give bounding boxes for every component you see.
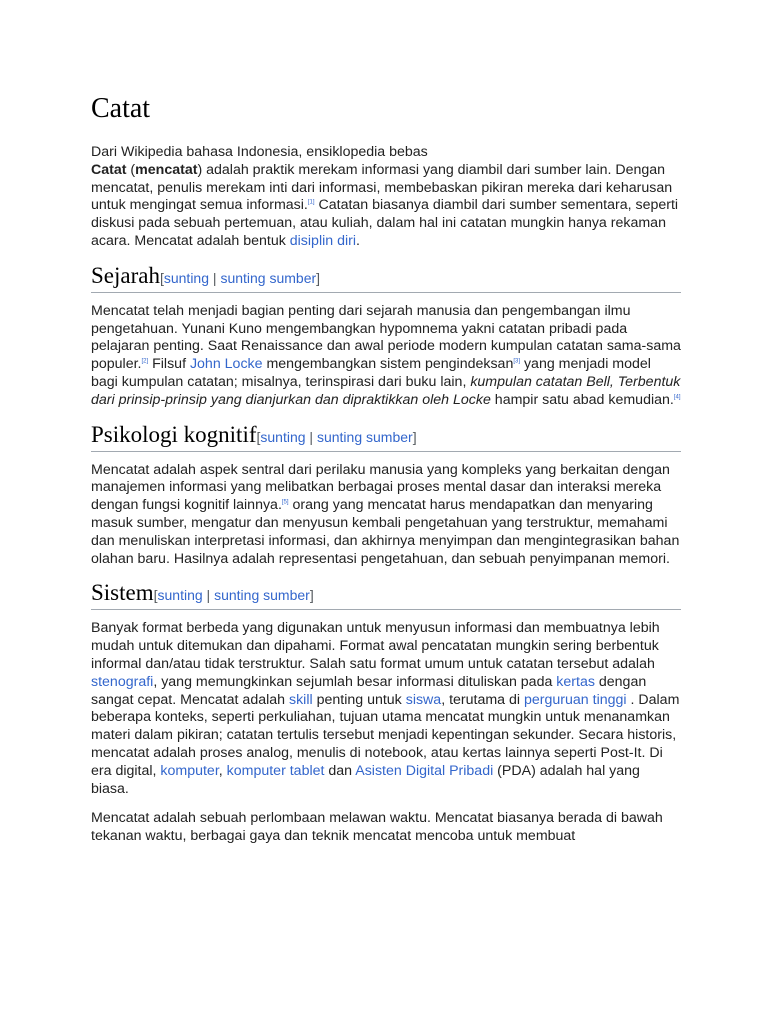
- intro-term: Catat: [91, 161, 127, 178]
- edit-link-sunting-sumber[interactable]: sunting sumber: [220, 269, 317, 286]
- link-asisten-digital-pribadi[interactable]: Asisten Digital Pribadi: [355, 762, 494, 779]
- link-siswa[interactable]: siswa: [405, 691, 442, 708]
- link-perguruan-tinggi[interactable]: perguruan tinggi: [524, 691, 627, 708]
- heading-sejarah: Sejarah: [91, 262, 160, 288]
- edit-link-sunting-sumber[interactable]: sunting sumber: [214, 587, 310, 604]
- link-stenografi[interactable]: stenografi: [91, 673, 154, 690]
- sistem-paragraph-1: Banyak format berbeda yang digunakan untuk menyusun informasi dan membuatnya lebih mudah untuk ditemukan dan dipahami. Format awal pencatatan mungkin sering berbentuk informal dan/atau tidak terstruktur. Salah satu format umum untuk catatan tersebut adalah stenografi, yang memungkinkan sejumlah besar informasi dituliskan pada kertas dengan sangat cepat. Mencatat adalah skill penting untuk siswa, terutama di perguruan tinggi . Dalam beberapa konteks, seperti perkuliahan, tujuan utama mencatat mungkin untuk menanamkan materi dalam pikiran; catatan tertulis tersebut menjadi kepentingan sekunder. Secara historis, mencatat adalah proses analog, menulis di notebook, atau kertas lainnya seperti Post-It. Di era digital, komputer, komputer tablet dan Asisten Digital Pribadi (PDA) adalah hal yang biasa.: [91, 620, 680, 797]
- page-title: Catat: [91, 93, 151, 124]
- section-heading-sejarah: [91, 262, 681, 293]
- citation-3[interactable]: [3]: [513, 358, 521, 365]
- link-john-locke[interactable]: John Locke: [189, 356, 263, 373]
- section-heading-psikologi: [91, 421, 681, 452]
- intro-paragraph: Catat (mencatat) adalah praktik merekam informasi yang diambil dari sumber lain. Dengan mencatat, penulis merekam inti dari informasi, membebaskan pikiran mereka dari keharusan untuk mengingat semua informasi.[1] Catatan biasanya diambil dari sumber sementara, seperti diskusi pada sebuah pertemuan, atau kuliah, dalam hal ini catatan mungkin hanya rekaman acara. Mencatat adalah bentuk disiplin diri.: [91, 161, 679, 249]
- edit-links: [sunting | sunting sumber]: [159, 269, 321, 286]
- site-tagline: Dari Wikipedia bahasa Indonesia, ensiklopedia bebas: [91, 144, 428, 160]
- edit-links: [sunting | sunting sumber]: [153, 587, 314, 604]
- intro-term-2: mencatat: [135, 161, 198, 178]
- citation-4[interactable]: [4]: [673, 394, 681, 401]
- article-content: [91, 92, 681, 846]
- edit-link-sunting-sumber[interactable]: sunting sumber: [316, 428, 413, 445]
- edit-link-sunting[interactable]: sunting: [157, 587, 203, 604]
- citation-1[interactable]: [1]: [307, 199, 315, 206]
- sejarah-paragraph: Mencatat telah menjadi bagian penting dari sejarah manusia dan pengembangan ilmu pengetahuan. Yunani Kuno mengembangkan hypomnema yakni catatan pribadi pada pelajaran penting. Saat Renaissance dan awal periode modern kumpulan catatan sama-sama populer.[2] Filsuf John Locke mengembangkan sistem pengindeksan[3] yang menjadi model bagi kumpulan catatan; misalnya, terinspirasi dari buku lain, kumpulan catatan Bell, Terbentuk dari prinsip-prinsip yang dianjurkan dan dipraktikkan oleh Locke hampir satu abad kemudian.[4]: [91, 302, 681, 408]
- citation-5[interactable]: [5]: [281, 499, 289, 506]
- link-kertas[interactable]: kertas: [556, 673, 595, 690]
- edit-links: [sunting | sunting sumber]: [256, 428, 417, 445]
- heading-psikologi-kognitif: Psikologi kognitif: [91, 421, 257, 447]
- citation-2[interactable]: [2]: [141, 358, 149, 365]
- edit-link-sunting[interactable]: sunting: [260, 428, 306, 445]
- section-heading-sistem: [91, 579, 681, 610]
- edit-link-sunting[interactable]: sunting: [163, 269, 210, 286]
- link-komputer-tablet[interactable]: komputer tablet: [226, 762, 325, 779]
- sistem-paragraph-2: Mencatat adalah sebuah perlombaan melawan waktu. Mencatat biasanya berada di bawah tekanan waktu, berbagai gaya dan teknik mencatat mencoba untuk membuat: [91, 810, 663, 845]
- heading-sistem: Sistem: [91, 580, 154, 606]
- psikologi-paragraph: Mencatat adalah aspek sentral dari perilaku manusia yang kompleks yang berkaitan dengan manajemen informasi yang melibatkan berbagai proses mental dasar dan interaksi mereka dengan fungsi kognitif lainnya.[5] orang yang mencatat harus mendapatkan dan menyaring masuk sumber, mengatur dan menyusun kembali pengetahuan yang terstruktur, memahami dan menuliskan interpretasi informasi, dan akhirnya menyimpan dan mengintegrasikan bahan olahan baru. Hasilnya adalah representasi pengetahuan, dan sebuah penyimpanan memori.: [91, 461, 680, 567]
- link-komputer[interactable]: komputer: [160, 762, 219, 779]
- link-skill[interactable]: skill: [288, 691, 313, 708]
- link-disiplin-diri[interactable]: disiplin diri: [289, 232, 356, 249]
- italic-book-title: kumpulan catatan Bell, Terbentuk dari prinsip-prinsip yang dianjurkan dan dipraktikkan oleh Locke: [91, 373, 681, 408]
